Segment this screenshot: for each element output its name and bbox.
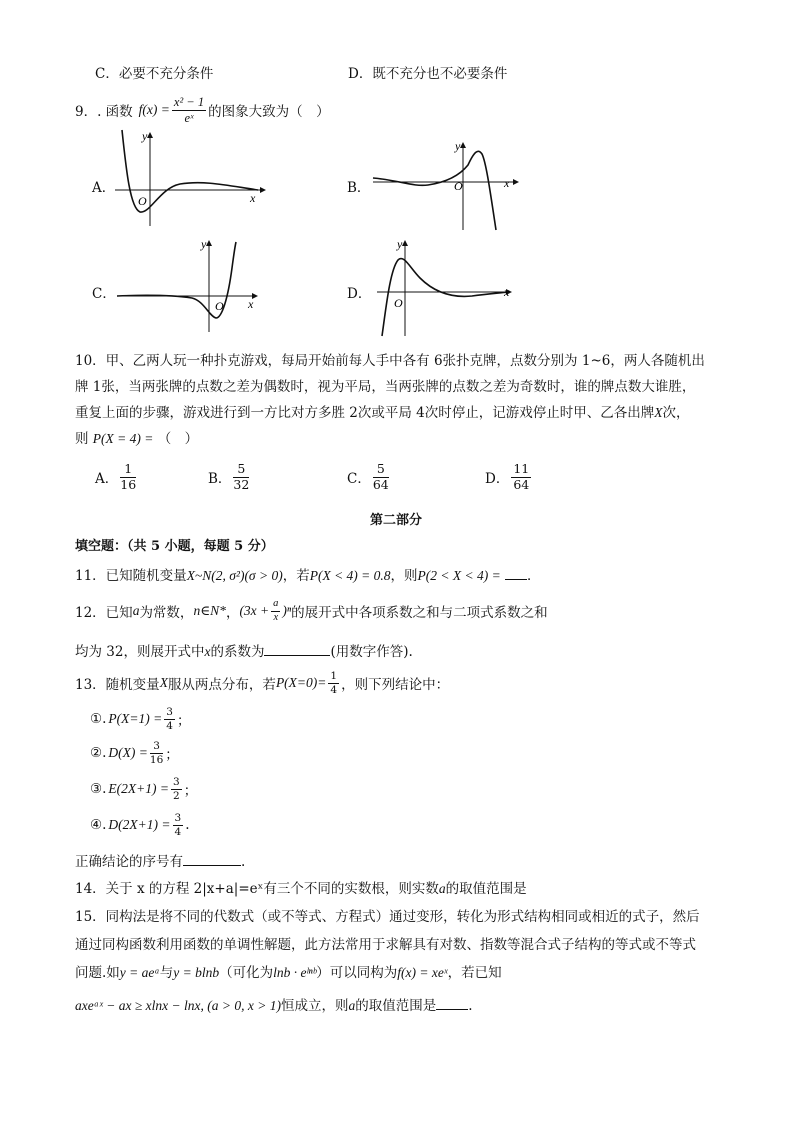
q13-stem-expr: P(X=0)= xyxy=(275,675,327,690)
q9-graph-b xyxy=(368,140,528,232)
q12-var-a: a xyxy=(132,603,140,618)
q12-binom-post: )ⁿ xyxy=(282,603,292,618)
axis-y-label: y xyxy=(201,238,207,251)
q11-answer-blank[interactable] xyxy=(505,567,527,580)
q13-stem-end: ，则下列结论中： xyxy=(341,677,450,693)
q10-line1: 10．甲、乙两人玩一种扑克游戏，每局开始前每人手中各有 6张扑克牌，点数分别为 1~6，两人各随机出 xyxy=(75,353,705,369)
q15-line3-pre: 问题.如 xyxy=(75,965,120,981)
q11-text2: ，若 xyxy=(282,568,310,584)
q12-text4: 的展开式中各项系数之和与二项式系数之和 xyxy=(291,605,548,621)
q10-line3 xyxy=(75,401,690,421)
q15-line4-mid: 恒成立，则 xyxy=(280,998,349,1014)
frac-num: 3 xyxy=(173,776,180,788)
item-expr: E(2X+1) = xyxy=(108,781,169,796)
q9-func-num: x² − 1 xyxy=(173,95,205,109)
origin-label: O xyxy=(394,296,403,310)
q12-binom-frac xyxy=(271,599,280,623)
option-label: A． xyxy=(95,471,119,487)
fill-section-title: 填空题：（共 5 小题，每题 5 分） xyxy=(75,539,274,554)
q13-conclusion xyxy=(75,850,245,870)
frac-num: 11 xyxy=(513,461,530,476)
q8-option-d: D．既不充分也不必要条件 xyxy=(348,66,508,82)
q11-expr3: P(2 < X < 4) = xyxy=(417,568,501,583)
q14-var: a xyxy=(438,881,446,896)
item-frac xyxy=(150,741,163,765)
q15-line3 xyxy=(75,961,502,981)
q12-text3: ， xyxy=(225,605,240,621)
q11-expr2: P(X < 4) = 0.8 xyxy=(309,568,391,583)
q10-line4-pre: 则 xyxy=(75,431,89,447)
frac-den: 64 xyxy=(372,476,389,492)
q9-stem xyxy=(75,92,330,128)
origin-label: O xyxy=(215,299,224,313)
q15-expr1: y = aeᵃ xyxy=(119,965,160,980)
q13-conclusion-pre: 正确结论的序号有 xyxy=(75,854,183,870)
q15-line2: 通过同构函数利用函数的单调性解题，此方法常用于求解具有对数、指数等混合式子结构的等式或不等式 xyxy=(75,937,696,953)
item-end: ； xyxy=(176,713,191,729)
item-frac xyxy=(173,813,184,837)
q12-binom-pre: (3x + xyxy=(239,603,270,618)
q9-func-lhs: f(x) = xyxy=(138,102,170,117)
q12-line1 xyxy=(75,596,548,626)
q10-option-a xyxy=(95,463,138,491)
q13-stem-pre: 13．随机变量 xyxy=(75,677,160,693)
q13-item-4 xyxy=(90,810,189,840)
q15-line4: axeᵃˣ − ax ≥ xlnx − lnx, (a > 0, x > 1)恒成立，则a的取值范围是 . xyxy=(75,998,473,1014)
q13-item-2 xyxy=(90,738,179,768)
frac-den: 4 xyxy=(166,719,173,732)
q13-stem-mid: 服从两点分布，若 xyxy=(167,677,276,693)
q15-mid1: 与 xyxy=(159,965,174,981)
axis-x-label: x xyxy=(248,297,254,311)
q9-func-den: eˣ xyxy=(184,110,194,125)
item-end: ； xyxy=(165,747,179,763)
item-expr: D(2X+1) = xyxy=(108,817,171,832)
q12-line2 xyxy=(75,640,413,660)
frac-num: 3 xyxy=(150,741,163,754)
q15-line4-end: 的取值范围是 xyxy=(355,998,437,1014)
q9-label-b: B． xyxy=(347,180,371,196)
q12-line2-pre: 均为 32，则展开式中 xyxy=(75,644,205,660)
frac-den: 16 xyxy=(149,753,164,766)
q13-stem-var: X xyxy=(159,675,168,690)
part2-title: 第二部分 xyxy=(370,513,423,528)
frac-num: 3 xyxy=(166,706,173,718)
q14-text: 14．关于 x 的方程 2|x+a|=eˣ有三个不同的实数根，则实数 xyxy=(75,881,439,897)
q10-line2: 牌 1张，当两张牌的点数之差为偶数时，视为平局，当两张牌的点数之差为奇数时，谁的牌点数大谁胜， xyxy=(75,379,696,395)
frac-den: 32 xyxy=(233,476,250,492)
q15-line3-end: ，若已知 xyxy=(447,965,502,981)
item-label: ③. xyxy=(90,781,107,797)
axis-y-label: y xyxy=(455,140,461,153)
frac-num: 1 xyxy=(330,670,338,682)
q10-option-b xyxy=(208,463,251,491)
q9-graph-c xyxy=(112,238,272,334)
q11-expr1: X~N(2, σ²)(σ > 0) xyxy=(186,568,283,583)
axis-y-label: y xyxy=(142,129,148,143)
q13-answer-blank[interactable] xyxy=(183,853,241,866)
option-label: B． xyxy=(208,471,232,487)
option-fraction xyxy=(511,463,531,491)
frac-num: 1 xyxy=(120,463,136,478)
q10-option-d xyxy=(485,463,533,491)
frac-den: 64 xyxy=(513,476,530,492)
q9-func-frac xyxy=(172,96,206,124)
item-end: . xyxy=(185,817,190,833)
q15-mid3: ）可以同构为 xyxy=(316,965,398,981)
q9-graph-a xyxy=(110,128,270,228)
q13-conclusion-end: . xyxy=(241,854,246,870)
q12-text2: 为常数， xyxy=(139,605,194,621)
q9-label-c: C． xyxy=(92,286,116,302)
frac-den: 4 xyxy=(174,825,182,838)
q10-line3-end: 次， xyxy=(662,405,690,421)
q10-line4 xyxy=(75,427,198,447)
item-frac xyxy=(164,707,175,731)
frac-num: a xyxy=(271,599,280,612)
option-fraction xyxy=(233,463,249,491)
q14 xyxy=(75,877,527,897)
item-label: ②. xyxy=(90,745,107,761)
q15-line4-expr: axeᵃˣ − ax ≥ xlnx − lnx, (a > 0, x > 1) xyxy=(75,998,281,1013)
q10-option-c xyxy=(347,463,391,491)
q13-stem xyxy=(75,668,449,698)
q9-label-d: D． xyxy=(347,286,372,302)
option-label: C． xyxy=(347,471,371,487)
q15-line1: 15．同构法是将不同的代数式（或不等式、方程式）通过变形，转化为形式结构相同或相近的式子，然后 xyxy=(75,909,700,925)
q13-item-1 xyxy=(90,704,190,734)
q12-line2-var: x xyxy=(204,644,211,659)
q11-text3: ，则 xyxy=(390,568,418,584)
frac-den: 2 xyxy=(173,789,180,802)
q15-expr3: lnb · eˡⁿᵇ xyxy=(273,965,317,980)
q11-text1: 11．已知随机变量 xyxy=(75,568,187,584)
item-expr: P(X=1) = xyxy=(108,711,163,726)
item-end: ； xyxy=(183,783,198,799)
q9-prefix: 9．. 函数 xyxy=(75,104,133,120)
axis-x-label: x xyxy=(504,176,510,190)
q9-suffix: 的图象大致为（ ） xyxy=(208,104,330,120)
axis-y-label: y xyxy=(397,238,403,251)
q12-expr: n∈N* xyxy=(193,603,226,618)
q13-item-3 xyxy=(90,774,197,804)
option-fraction xyxy=(120,463,136,491)
q15-mid2: （可化为 xyxy=(219,965,274,981)
q10-line3-text: 重复上面的步骤，游戏进行到一方比对方多胜 2次或平局 4次时停止，记游戏停止时甲、乙各出牌 xyxy=(75,405,655,421)
option-label: D． xyxy=(485,471,510,487)
option-fraction xyxy=(373,463,389,491)
q15-expr2: y = blnb xyxy=(173,965,220,980)
q12-answer-blank[interactable] xyxy=(264,643,330,656)
item-frac xyxy=(171,777,182,801)
q15-expr4: f(x) = xeˣ xyxy=(397,965,448,980)
q10-var-x: X xyxy=(654,405,663,420)
q11-end: ． xyxy=(527,568,541,584)
axis-x-label: x xyxy=(504,285,510,299)
frac-num: 5 xyxy=(233,463,249,478)
q12-text1: 12．已知 xyxy=(75,605,133,621)
frac-den: x xyxy=(273,611,279,623)
q14-end: 的取值范围是 xyxy=(445,881,527,897)
frac-num: 3 xyxy=(174,812,182,824)
q12-line2-end: (用数字作答). xyxy=(330,644,413,660)
q10-line4-expr: P(X = 4) = xyxy=(92,431,154,446)
frac-den: 16 xyxy=(120,476,137,492)
item-label: ①. xyxy=(90,711,107,727)
item-label: ④. xyxy=(90,817,107,833)
frac-den: 4 xyxy=(330,683,338,696)
frac-num: 5 xyxy=(373,463,389,478)
origin-label: O xyxy=(454,179,463,193)
axis-x-label: x xyxy=(250,191,256,205)
q11 xyxy=(75,564,541,584)
origin-label: O xyxy=(138,194,147,208)
q9-label-a: A． xyxy=(92,180,116,196)
q9-graph-d xyxy=(372,238,522,338)
item-expr: D(X) = xyxy=(108,745,148,760)
q10-line4-end: （ ） xyxy=(157,431,199,447)
q12-line2-mid: 的系数为 xyxy=(210,644,265,660)
q15-answer-blank[interactable] xyxy=(436,997,468,1010)
q8-option-c: C．必要不充分条件 xyxy=(95,66,214,82)
q13-stem-frac xyxy=(328,671,339,695)
q15-line4-var: a xyxy=(348,998,356,1013)
